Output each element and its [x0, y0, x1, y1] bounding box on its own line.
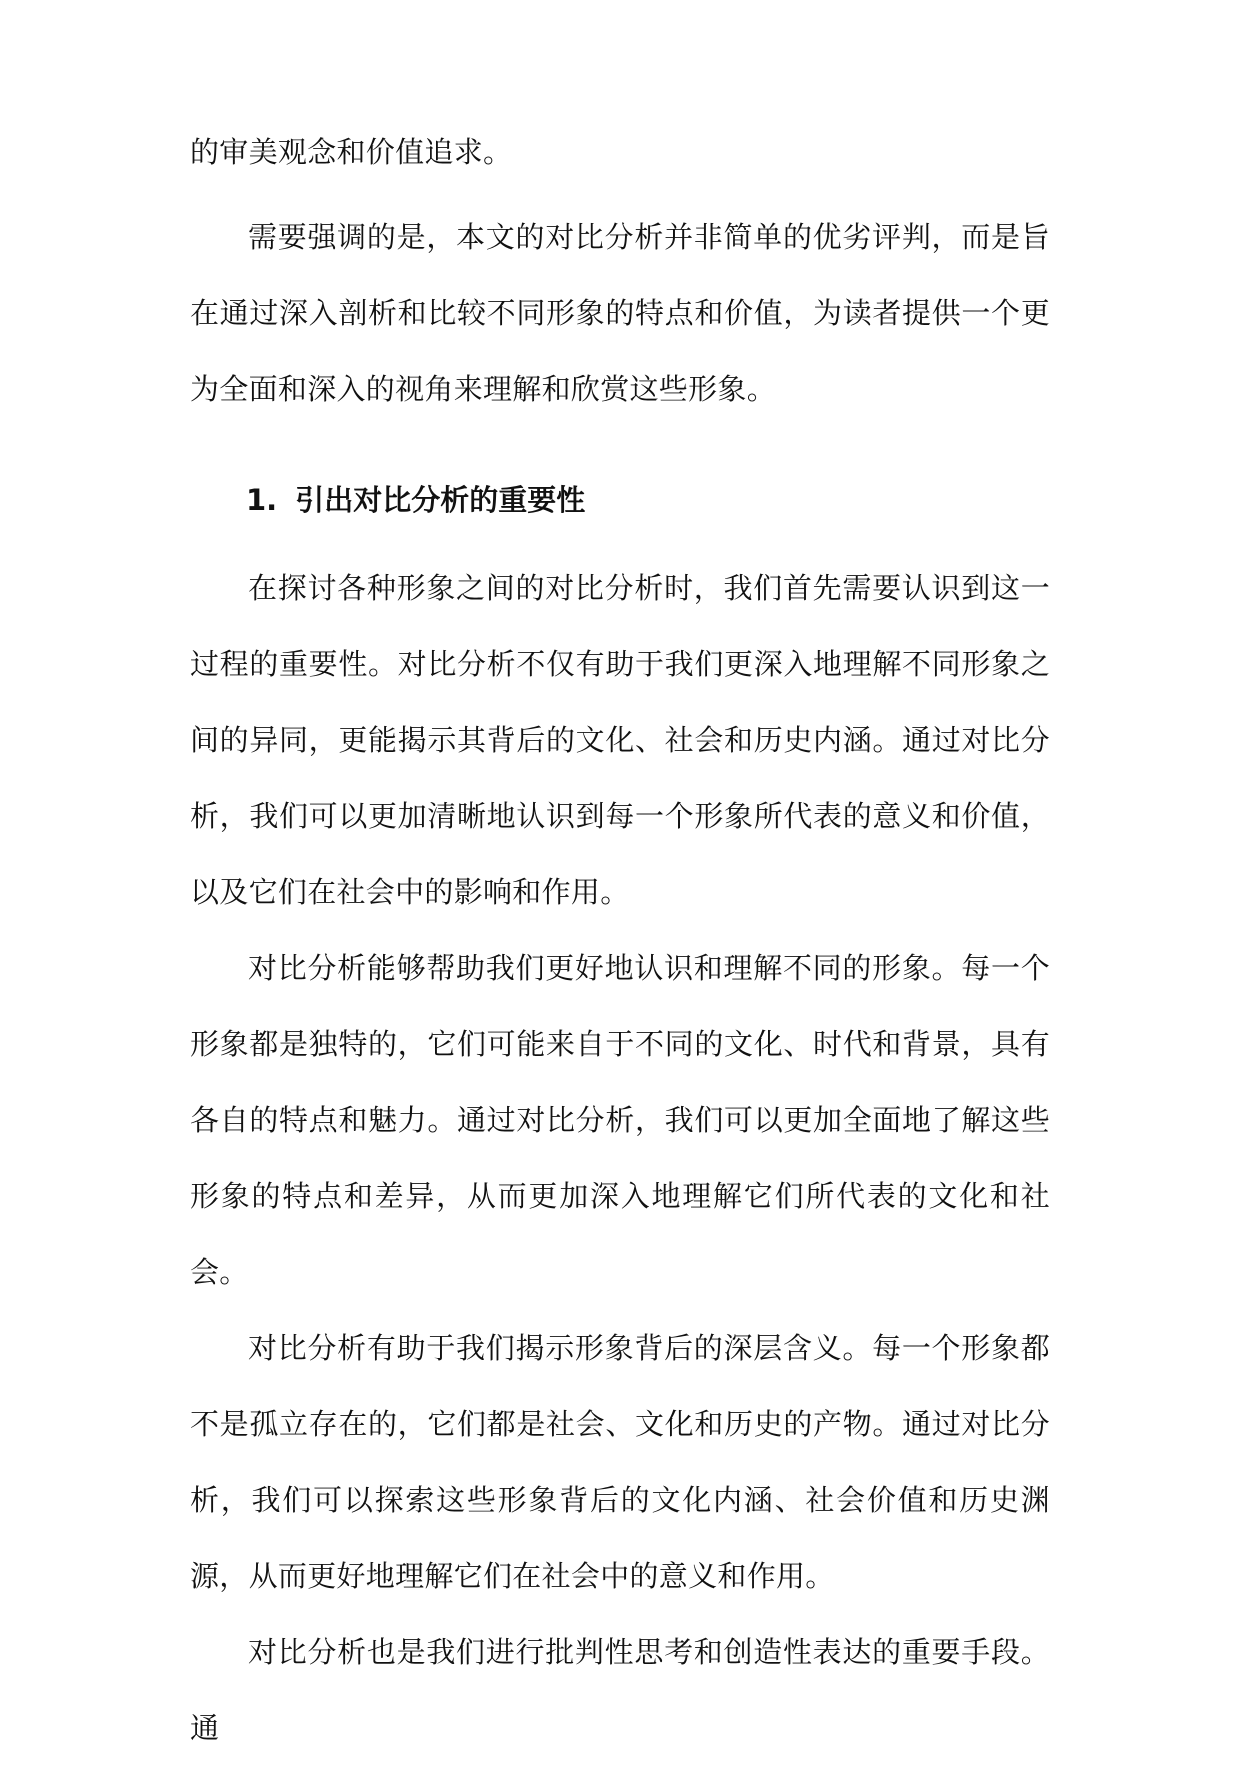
paragraph-critical-thinking: 对比分析也是我们进行批判性思考和创造性表达的重要手段。通 — [190, 1635, 1050, 1745]
paragraph-continued: 的审美观念和价值追求。 — [190, 135, 513, 169]
paragraph-emphasis: 需要强调的是，本文的对比分析并非简单的优劣评判，而是旨在通过深入剖析和比较不同形象的特点和价值，为读者提供一个更为全面和深入的视角来理解和欣赏这些形象。 — [190, 220, 1050, 406]
paragraph-understanding: 对比分析能够帮助我们更好地认识和理解不同的形象。每一个形象都是独特的，它们可能来自于不同的文化、时代和背景，具有各自的特点和魅力。通过对比分析，我们可以更加全面地了解这些形象的特点和差异，从而更加深入地理解它们所代表的文化和社会。 — [190, 951, 1050, 1289]
section-body — [190, 550, 1050, 1766]
section-title: 引出对比分析的重要性 — [295, 483, 586, 517]
paragraph-deeper-meaning: 对比分析有助于我们揭示形象背后的深层含义。每一个形象都不是孤立存在的，它们都是社会、文化和历史的产物。通过对比分析，我们可以探索这些形象背后的文化内涵、社会价值和历史渊源，从而更好地理解它们在社会中的意义和作用。 — [190, 1331, 1050, 1593]
section-heading — [246, 480, 585, 520]
section-number: 1. — [246, 483, 278, 517]
paragraph-importance: 在探讨各种形象之间的对比分析时，我们首先需要认识到这一过程的重要性。对比分析不仅有助于我们更深入地理解不同形象之间的异同，更能揭示其背后的文化、社会和历史内涵。通过对比分析，我们可以更加清晰地认识到每一个形象所代表的意义和价值，以及它们在社会中的影响和作用。 — [190, 571, 1050, 909]
intro-text — [190, 114, 1050, 427]
